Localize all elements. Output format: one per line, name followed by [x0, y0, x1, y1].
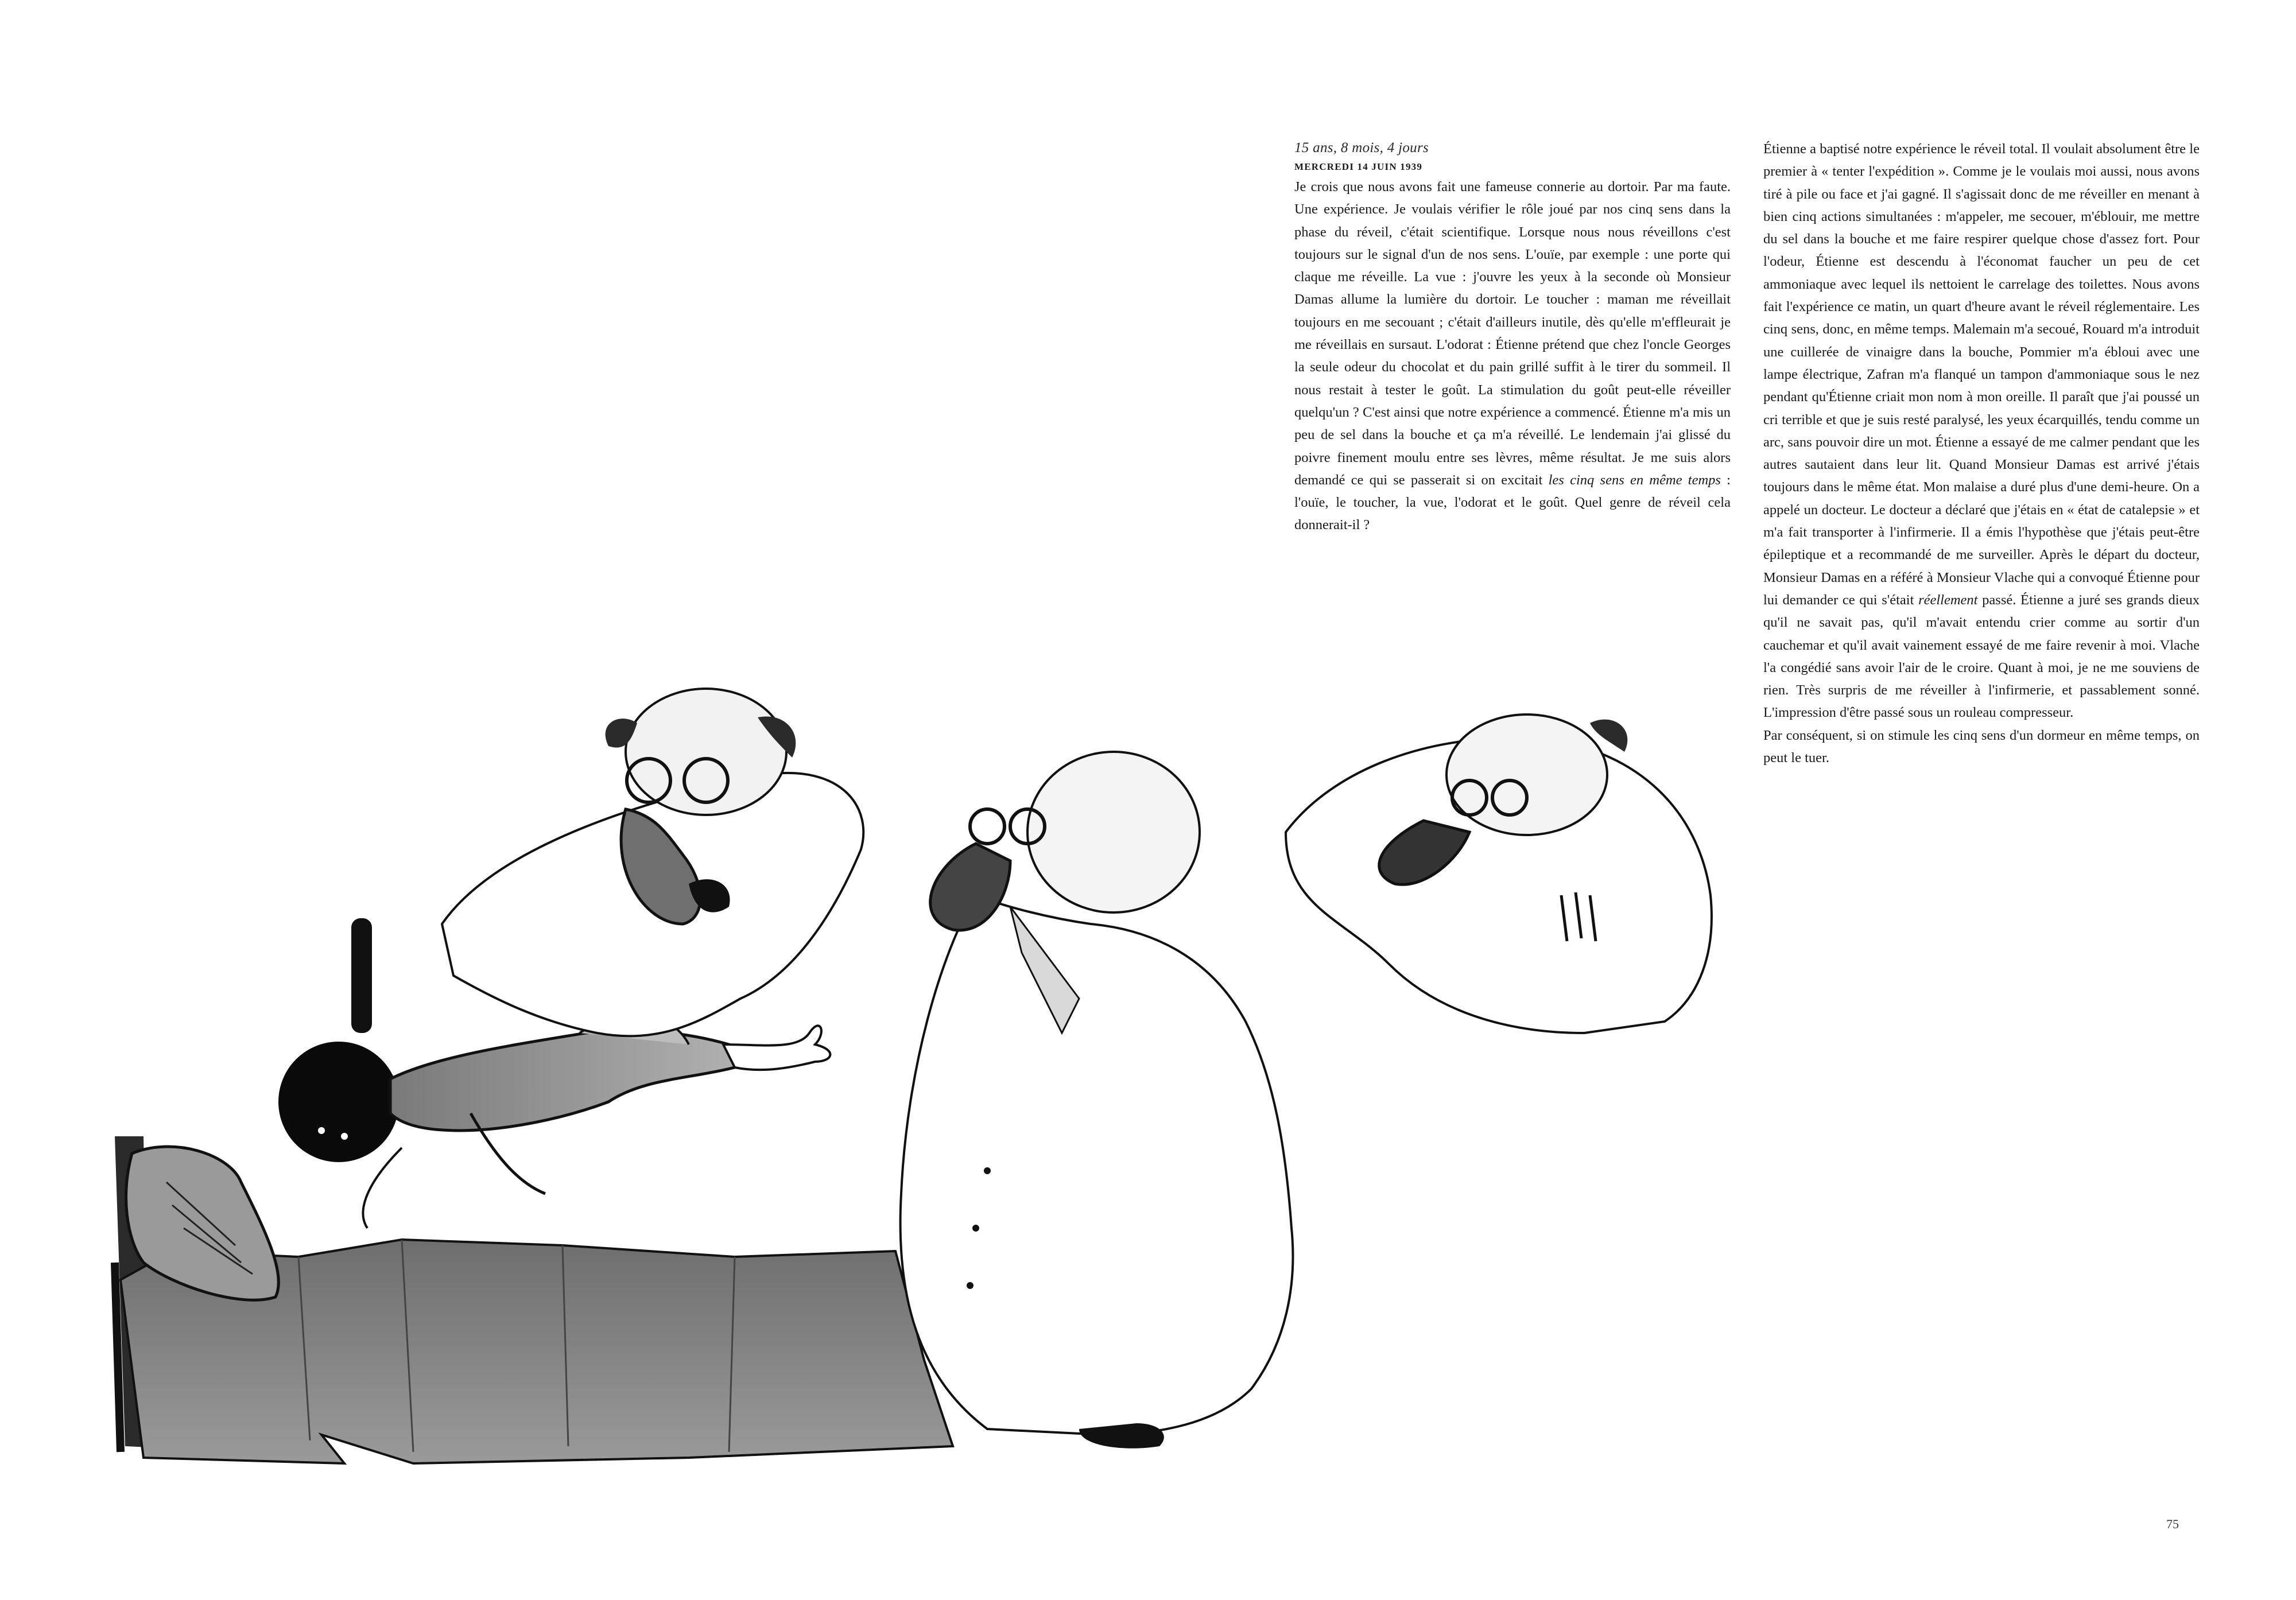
bed — [115, 1136, 953, 1463]
paragraph-conclusion: Par conséquent, si on stimule les cinq sens d'un dormeur en même temps, on peut le tuer. — [1763, 727, 2200, 766]
text-column-left — [1294, 138, 1731, 537]
paragraph-emphasis: réellement — [1918, 592, 1978, 608]
paragraph-text: Je crois que nous avons fait une fameuse connerie au dortoir. Par ma faute. Une expérience. Je voulais vérifier le rôle joué par nos cinq sens dans la phase du réveil, c'était scientifique. Lorsque nous nous réveillons c'est toujours sur le signal d'un de nos sens. L'ouïe, par exemple : une porte qui claque me réveille. La vue : j'ouvre les yeux à la seconde où Monsieur Damas allume la lumière du dortoir. Le toucher : maman me réveillait toujours en me secouant ; c'était d'ailleurs inutile, dès qu'elle m'effleurait je me réveillais en sursaut. L'odorat : Étienne prétend que chez l'oncle Georges la seule odeur du chocolat et du pain grillé suffit à le tirer du sommeil. Il nous restait à tester le goût. La stimulation du goût peut-elle réveiller quelqu'un ? C'est ainsi que notre expérience a commencé. Étienne m'a mis un peu de sel dans la bouche et ça m'a réveillé. Le lendemain j'ai glissé du poivre finement moulu entre ses lèvres, même résultat. Je me suis alors demandé ce qui se passerait si on excitait — [1294, 179, 1731, 488]
doctor-right — [1286, 714, 1712, 1033]
doctor-center — [901, 752, 1293, 1448]
paragraph — [1763, 138, 2200, 724]
page-number: 75 — [2166, 1517, 2179, 1531]
paragraph-text: : l'ouïe, le toucher, la vue, l'odorat et le goût. Quel genre de réveil cela donnerait-il ? — [1294, 472, 1731, 533]
text-column-right — [1763, 138, 2200, 769]
entry-date: MERCREDI 14 JUIN 1939 — [1294, 161, 1423, 172]
illustration — [0, 677, 1722, 1481]
paragraph-emphasis: les cinq sens en même temps — [1548, 472, 1721, 488]
doctor-left — [442, 689, 863, 1036]
paragraph — [1294, 176, 1731, 537]
entry-age: 15 ans, 8 mois, 4 jours — [1294, 140, 1429, 156]
paragraph-text: passé. Étienne a juré ses grands dieux qu'il ne savait pas, qu'il m'avait entendu crier comme au sortir d'un cauchemar et qu'il avait vainement essayé de me faire revenir à moi. Vlache l'a congédié sans avoir l'air de le croire. Quant à moi, je ne me souviens de rien. Très surpris de me réveiller à l'infirmerie, et passablement sonné. L'impression d'être passé sous un rouleau compresseur. — [1763, 592, 2200, 721]
paragraph-text: Étienne a baptisé notre expérience le réveil total. Il voulait absolument être le premier à « tenter l'expédition ». Comme je le voulais moi aussi, nous avons tiré à pile ou face et j'ai gagné. Il s'agissait donc de me réveiller en menant à bien cinq actions simultanées : m'appeler, me secouer, m'éblouir, me mettre du sel dans la bouche et me faire respirer quelque chose d'assez fort. Pour l'odeur, Étienne est descendu à l'économat faucher un peu de cet ammoniaque avec lequel ils nettoient le carrelage des toilettes. Nous avons fait l'expérience ce matin, un quart d'heure avant le réveil réglementaire. Les cinq sens, donc, en même temps. Malemain m'a secoué, Rouard m'a introduit une cuillerée de vinaigre dans la bouche, Pommier m'a ébloui avec une lampe électrique, Zafran m'a flanqué un tampon d'ammoniaque sous le nez pendant qu'Étienne criait mon nom à mon oreille. Il paraît que j'ai poussé un cri terrible et que je suis resté paralysé, les yeux écarquillés, tendu comme un arc, sans pouvoir dire un mot. Étienne a essayé de me calmer pendant que les autres sautaient dans leur lit. Quand Monsieur Damas est arrivé j'étais toujours dans le même état. Mon malaise a duré plus d'une demi-heure. On a appelé un docteur. Le docteur a déclaré que j'étais en « état de catalepsie » et m'a fait transporter à l'infirmerie. Il a émis l'hypothèse que j'étais peut-être épileptique et a recommandé de me surveiller. Après le départ du docteur, Monsieur Damas en a référé à Monsieur Vlache qui a convoqué Étienne pour lui demander ce qui s'était — [1763, 141, 2200, 608]
